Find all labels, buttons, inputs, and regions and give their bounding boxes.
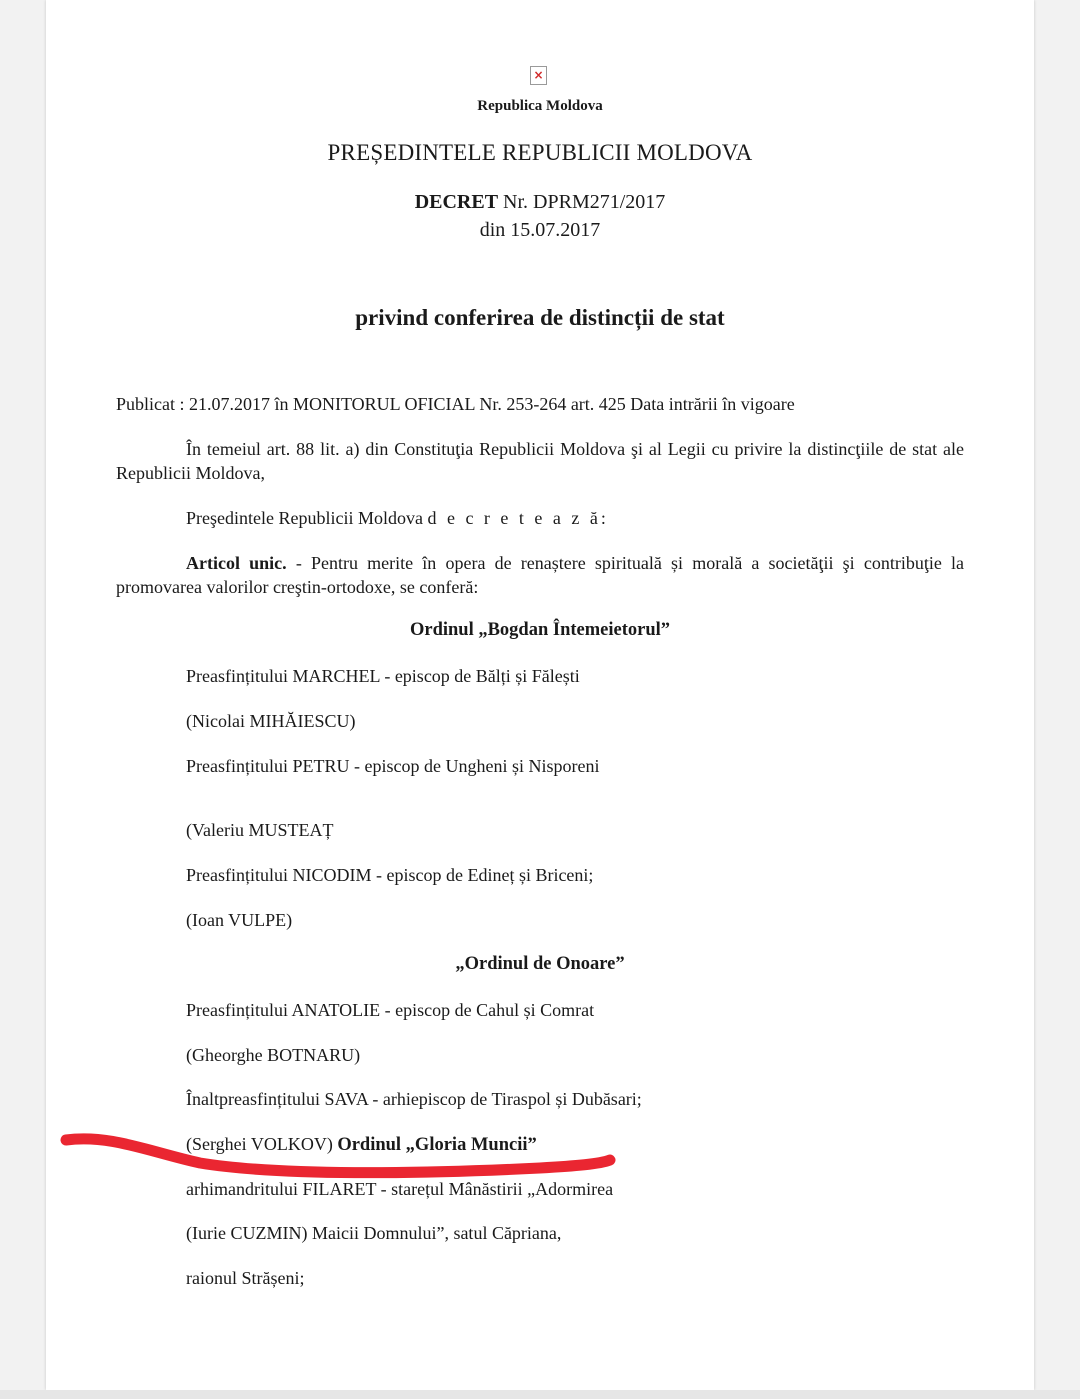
volkov-line <box>186 1132 537 1157</box>
recipient-line: (Gheorghe BOTNARU) <box>186 1045 361 1065</box>
recipient-line: Preasfințitului MARCHEL - episcop de Bălți și Fălești <box>186 666 580 686</box>
broken-image-icon: × <box>530 66 547 85</box>
recipient-line: Preasfințitului NICODIM - episcop de Edineț și Briceni; <box>186 865 594 885</box>
decrees-line <box>186 506 609 530</box>
decree-number-line <box>0 191 1080 214</box>
recipient-name: (Serghei VOLKOV) <box>186 1134 338 1154</box>
recipient-line: (Nicolai MIHĂIESCU) <box>186 711 356 731</box>
recipient-line: Preasfințitului ANATOLIE - episcop de Cahul și Comrat <box>186 1000 595 1020</box>
president-heading: PREȘEDINTELE REPUBLICII MOLDOVA <box>327 140 753 165</box>
recipient-line: arhimandritului FILARET - starețul Mânăstirii „Adormirea <box>186 1179 614 1199</box>
article-label: Articol unic. <box>186 553 287 573</box>
recipient-line: (Ioan VULPE) <box>186 910 293 930</box>
page-bottom-edge <box>0 1390 1080 1399</box>
recipient-line: (Iurie CUZMIN) Maicii Domnului”, satul Căpriana, <box>186 1223 562 1243</box>
decree-number: Nr. DPRM271/2017 <box>498 191 666 213</box>
article-paragraph <box>116 551 964 599</box>
decree-subject: privind conferirea de distincții de stat <box>355 305 725 330</box>
order-title-onoare: „Ordinul de Onoare” <box>455 954 625 974</box>
recipient-line: Preasfințitului PETRU - episcop de Ungheni și Nisporeni <box>186 756 600 776</box>
decree-word: DECRET <box>414 191 499 213</box>
order-title-bogdan: Ordinul „Bogdan Întemeietorul” <box>409 620 671 640</box>
order-title-gloria-muncii: Ordinul „Gloria Muncii” <box>337 1135 537 1155</box>
publication-info: Publicat : 21.07.2017 în MONITORUL OFICIAL Nr. 253-264 art. 425 Data intrării în vigoare <box>116 394 795 414</box>
recipient-line: (Valeriu MUSTEAȚ <box>186 820 334 840</box>
decree-date: din 15.07.2017 <box>479 219 601 241</box>
legal-basis-paragraph: În temeiul art. 88 lit. a) din Constituţia Republicii Moldova şi al Legii cu privire la distincţiile de stat ale Republicii Moldova, <box>116 439 964 483</box>
recipient-line: Înaltpreasfințitului SAVA - arhiepiscop de Tiraspol și Dubăsari; <box>186 1089 642 1109</box>
decrees-verb: d e c r e t e a z ă: <box>427 508 609 528</box>
decrees-subject: Preşedintele Republicii Moldova <box>186 508 428 528</box>
country-name: Republica Moldova <box>477 98 603 114</box>
recipient-line: raionul Strășeni; <box>186 1268 305 1288</box>
article-text: - Pentru merite în opera de renaștere spirituală și morală a societăţii şi contribuţie la promovarea valorilor creştin-ortodoxe, se conferă: <box>116 553 964 597</box>
